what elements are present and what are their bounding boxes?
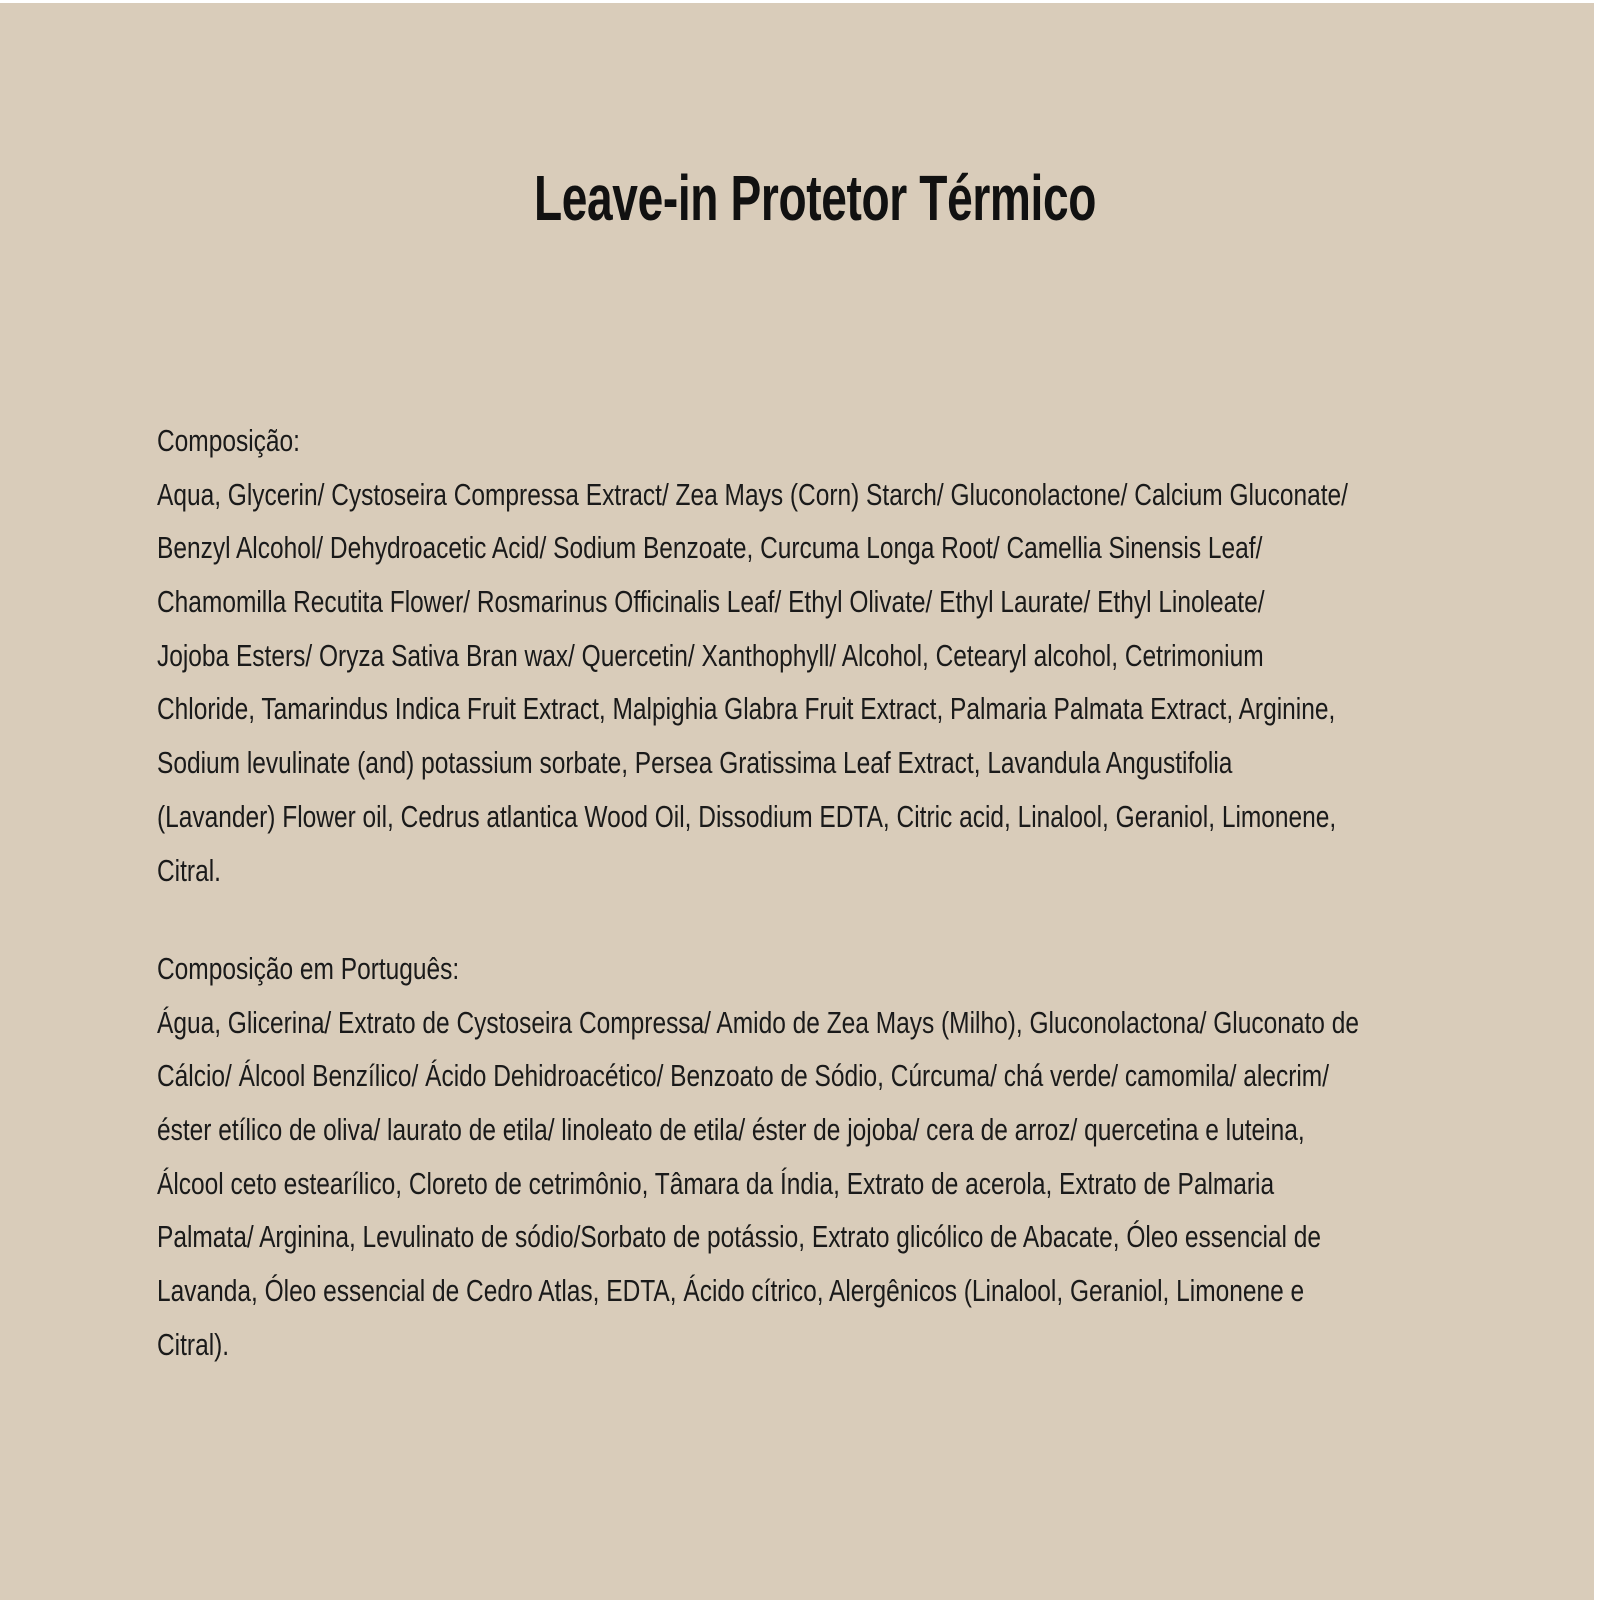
- ingredient-text-line: Aqua, Glycerin/ Cystoseira Compressa Extract/ Zea Mays (Corn) Starch/ Gluconolactone/ Calcium Gluconate/: [157, 476, 1348, 512]
- ingredient-text-line: Benzyl Alcohol/ Dehydroacetic Acid/ Sodium Benzoate, Curcuma Longa Root/ Camellia Sinensis Leaf/: [157, 530, 1263, 566]
- ingredient-text-line: éster etílico de oliva/ laurato de etila/ linoleato de etila/ éster de jojoba/ cera de arroz/ quercetina e luteina,: [157, 1112, 1305, 1148]
- ingredient-text-line: Álcool ceto estearílico, Cloreto de cetrimônio, Tâmara da Índia, Extrato de acerola, Extrato de Palmaria: [157, 1165, 1275, 1201]
- section-heading: Composição em Português:: [157, 951, 460, 986]
- ingredient-text-line: Água, Glicerina/ Extrato de Cystoseira Compressa/ Amido de Zea Mays (Milho), Gluconolactona/ Gluconato de: [157, 1004, 1359, 1040]
- page-title: Leave-in Protetor Térmico: [533, 162, 1097, 234]
- ingredient-text-line: Palmata/ Arginina, Levulinato de sódio/Sorbato de potássio, Extrato glicólico de Abacate, Óleo essencial de: [157, 1219, 1322, 1255]
- ingredient-text-line: (Lavander) Flower oil, Cedrus atlantica Wood Oil, Dissodium EDTA, Citric acid, Linalool, Geraniol, Limonene,: [157, 798, 1337, 834]
- ingredient-text-line: Sodium levulinate (and) potassium sorbate, Persea Gratissima Leaf Extract, Lavandula Angustifolia: [157, 745, 1233, 781]
- composition-portuguese-section: [157, 942, 1600, 1372]
- ingredient-text-line: Jojoba Esters/ Oryza Sativa Bran wax/ Quercetin/ Xanthophyll/ Alcohol, Cetearyl alcohol, Cetrimonium: [157, 637, 1264, 673]
- ingredient-text-line: Cálcio/ Álcool Benzílico/ Ácido Dehidroacético/ Benzoato de Sódio, Cúrcuma/ chá verde/ camomila/ alecrim/: [157, 1058, 1330, 1094]
- section-heading: Composição:: [157, 423, 300, 458]
- ingredient-text-line: Citral).: [157, 1326, 230, 1362]
- ingredient-text-line: Chamomilla Recutita Flower/ Rosmarinus Officinalis Leaf/ Ethyl Olivate/ Ethyl Laurate/ Ethyl Linoleate/: [157, 584, 1265, 620]
- page: [0, 3, 1594, 1600]
- ingredient-text-line: Lavanda, Óleo essencial de Cedro Atlas, EDTA, Ácido cítrico, Alergênicos (Linalool, Geraniol, Limonene e: [157, 1273, 1305, 1309]
- ingredient-text-line: Citral.: [157, 852, 221, 888]
- composition-section: [157, 414, 1600, 897]
- ingredient-text-line: Chloride, Tamarindus Indica Fruit Extract, Malpighia Glabra Fruit Extract, Palmaria Palmata Extract, Arginine,: [157, 691, 1336, 727]
